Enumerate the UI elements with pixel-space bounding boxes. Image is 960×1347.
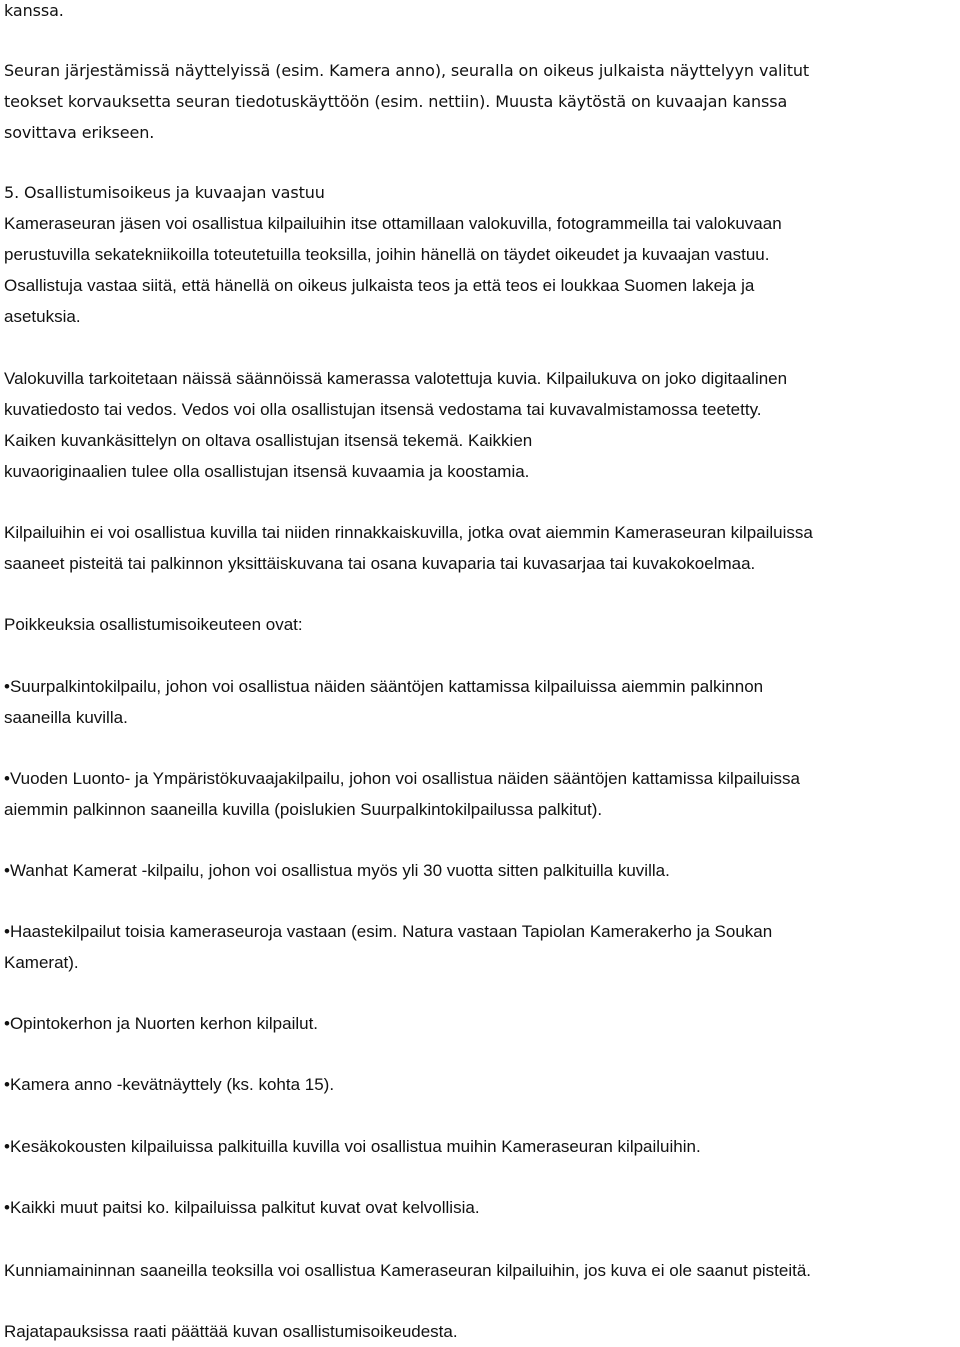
text-line: Kameraseuran jäsen voi osallistua kilpailuihin itse ottamillaan valokuvilla, fotogrammeilla tai valokuvaan: [4, 214, 782, 233]
text-line: perustuvilla sekatekniikoilla toteutetuilla teoksilla, joihin hänellä on täydet oikeudet ja kuvaajan vastuu.: [4, 245, 770, 264]
paragraph-previous-awards: [4, 517, 956, 579]
paragraph-continuation: [4, 0, 956, 26]
bullet-item: [4, 1192, 956, 1223]
text-line: Kilpailuihin ei voi osallistua kuvilla tai niiden rinnakkaiskuvilla, jotka ovat aiemmin Kameraseuran kilpailuissa: [4, 523, 813, 542]
text-line: asetuksia.: [4, 307, 81, 326]
bullet-item: [4, 1069, 956, 1100]
paragraph-honorable-mention: [4, 1255, 956, 1286]
text-line: •Kaikki muut paitsi ko. kilpailuissa palkitut kuvat ovat kelvollisia.: [4, 1198, 480, 1217]
text-line: saaneilla kuvilla.: [4, 708, 128, 727]
text-line: Valokuvilla tarkoitetaan näissä säännöissä kamerassa valotettuja kuvia. Kilpailukuva on joko digitaalinen: [4, 369, 788, 388]
text-line: Kaiken kuvankäsittelyn on oltava osallistujan itsensä tekemä. Kaikkien: [4, 431, 533, 450]
text-line: Kunniamaininnan saaneilla teoksilla voi osallistua Kameraseuran kilpailuihin, jos kuva ei ole saanut pisteitä.: [4, 1261, 812, 1280]
paragraph-borderline-cases: [4, 1316, 956, 1347]
text-line: •Kamera anno -kevätnäyttely (ks. kohta 15).: [4, 1075, 335, 1094]
text-line: •Wanhat Kamerat -kilpailu, johon voi osallistua myös yli 30 vuotta sitten palkituilla kuvilla.: [4, 861, 670, 880]
text-line: teokset korvauksetta seuran tiedotuskäyttöön (esim. nettiin). Muusta käytöstä on kuvaajan kanssa: [4, 92, 788, 111]
section-heading: 5. Osallistumisoikeus ja kuvaajan vastuu: [4, 183, 325, 202]
text-line: aiemmin palkinnon saaneilla kuvilla (poislukien Suurpalkintokilpailussa palkitut).: [4, 800, 603, 819]
text-line: saaneet pisteitä tai palkinnon yksittäiskuvana tai osana kuvaparia tai kuvasarjaa tai kuvakokoelmaa.: [4, 554, 756, 573]
text-line: •Vuoden Luonto- ja Ympäristökuvaajakilpailu, johon voi osallistua näiden sääntöjen kattamissa kilpailuissa: [4, 769, 800, 788]
bullet-item: [4, 763, 956, 825]
text-line: Rajatapauksissa raati päättää kuvan osallistumisoikeudesta.: [4, 1322, 458, 1341]
text-line: •Suurpalkintokilpailu, johon voi osallistua näiden sääntöjen kattamissa kilpailuissa aiemmin palkinnon: [4, 677, 764, 696]
paragraph-exceptions-heading: [4, 609, 956, 640]
bullet-item: [4, 855, 956, 886]
bullet-item: [4, 1008, 956, 1039]
bullet-item: [4, 916, 956, 978]
section-5-participation: [4, 177, 956, 332]
text-line: Seuran järjestämissä näyttelyissä (esim. Kamera anno), seuralla on oikeus julkaista näyttelyyn valitut: [4, 61, 810, 80]
text-line: •Haastekilpailut toisia kameraseuroja vastaan (esim. Natura vastaan Tapiolan Kamerakerho ja Soukan: [4, 922, 773, 941]
text-line: sovittava erikseen.: [4, 123, 155, 142]
text-line: Osallistuja vastaa siitä, että hänellä on oikeus julkaista teos ja että teos ei loukkaa Suomen lakeja ja: [4, 276, 755, 295]
text-line: Poikkeuksia osallistumisoikeuteen ovat:: [4, 615, 303, 634]
paragraph-exhibition-rights: [4, 55, 956, 148]
text-line: •Opintokerhon ja Nuorten kerhon kilpailut.: [4, 1014, 319, 1033]
bullet-item: [4, 1131, 956, 1162]
bullet-item: [4, 671, 956, 733]
text-line: kanssa.: [4, 1, 64, 20]
text-line: kuvaoriginaalien tulee olla osallistujan itsensä kuvaamia ja koostamia.: [4, 462, 530, 481]
text-line: kuvatiedosto tai vedos. Vedos voi olla osallistujan itsensä vedostama tai kuvavalmistamossa teetetty.: [4, 400, 762, 419]
text-line: •Kesäkokousten kilpailuissa palkituilla kuvilla voi osallistua muihin Kameraseuran kilpailuihin.: [4, 1137, 701, 1156]
paragraph-photo-definition: [4, 363, 956, 487]
text-line: Kamerat).: [4, 953, 79, 972]
